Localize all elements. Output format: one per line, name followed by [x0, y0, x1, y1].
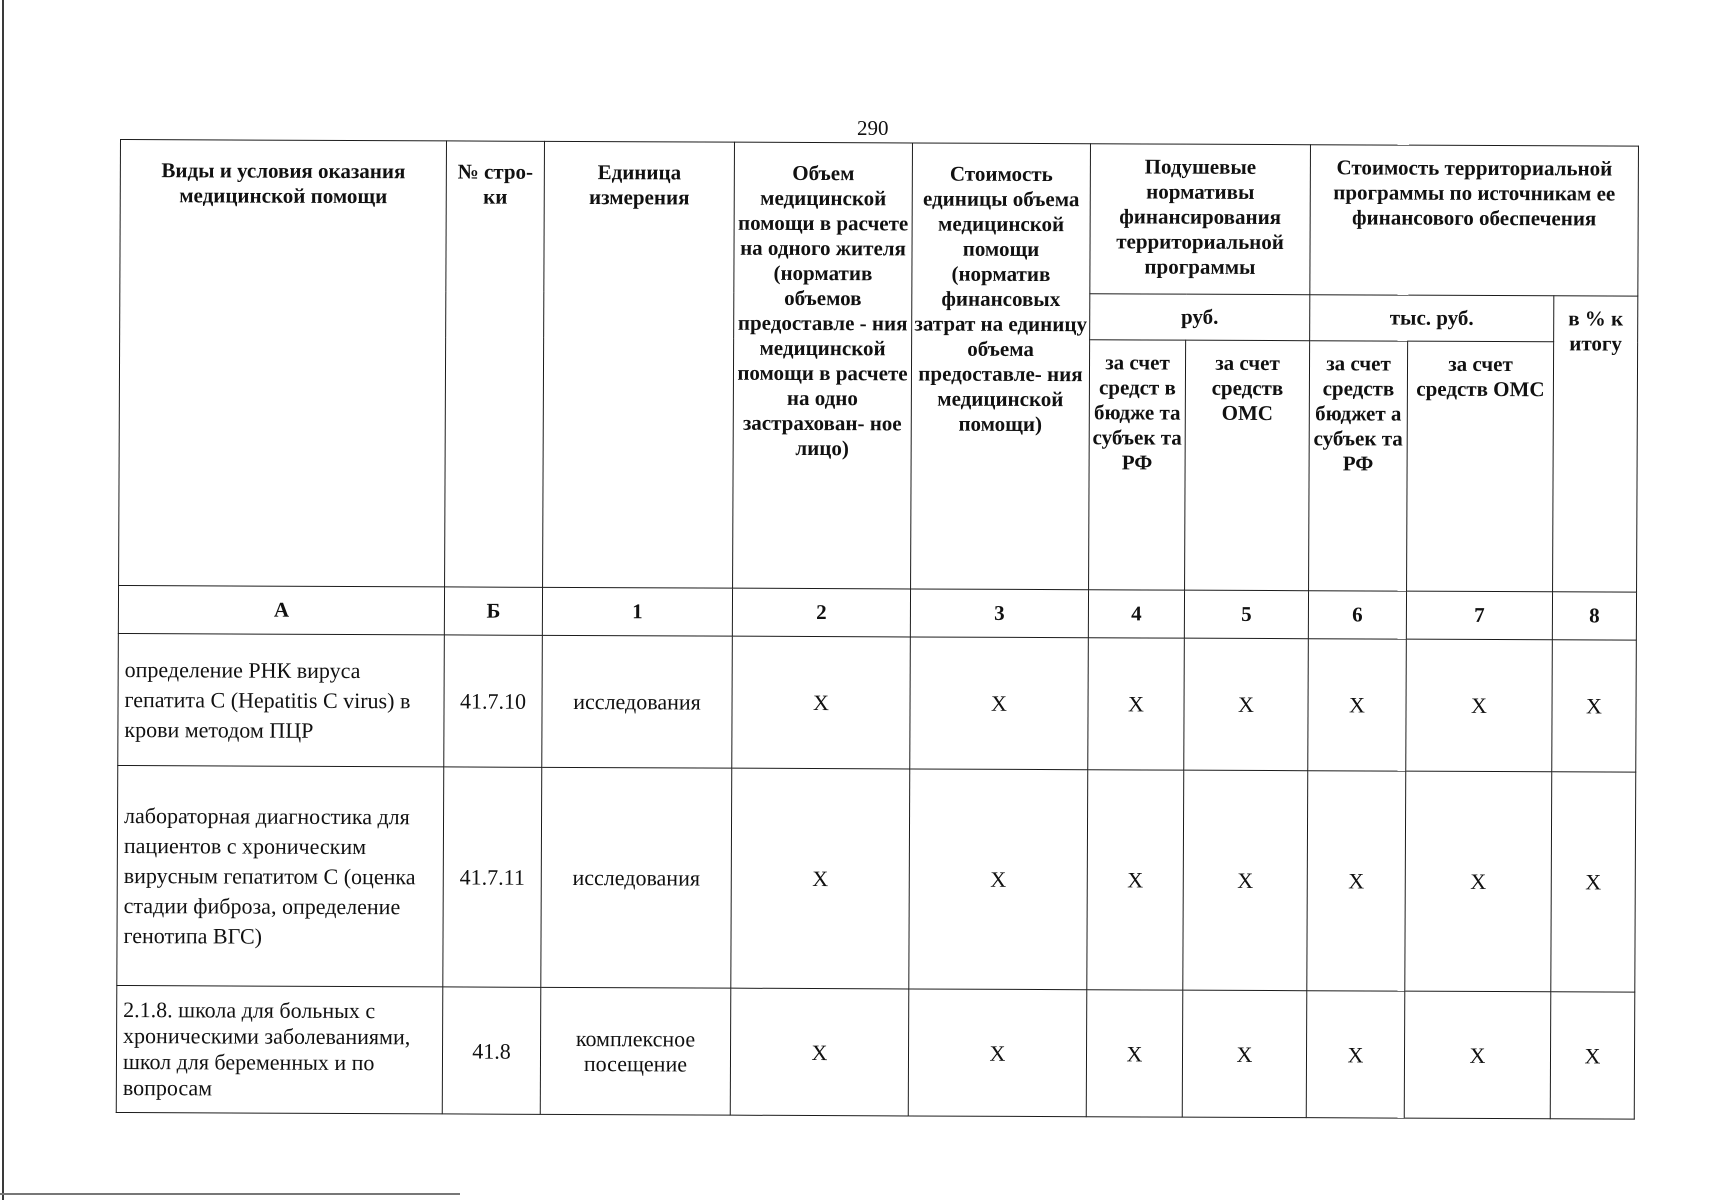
index-cell: 1	[542, 587, 732, 636]
row-value: Х	[1307, 771, 1406, 991]
row-value: Х	[1086, 990, 1183, 1117]
row-value: Х	[1182, 990, 1307, 1118]
row-value: Х	[1308, 639, 1407, 771]
row-line-number: 41.8	[442, 987, 541, 1114]
row-value: Х	[1088, 638, 1185, 770]
index-cell: 7	[1406, 591, 1552, 640]
row-name: определение РНК вируса гепатита С (Hepatitis C virus) в крови методом ПЦР	[118, 633, 445, 766]
row-value: Х	[908, 989, 1087, 1117]
table-row	[117, 765, 1636, 992]
index-cell: 4	[1088, 590, 1184, 638]
table-row	[116, 985, 1635, 1119]
row-value: Х	[730, 988, 909, 1116]
row-value: Х	[732, 636, 911, 769]
row-value: Х	[731, 768, 910, 989]
header-per-capita-budget: за счет средст в бюдже та субъек та РФ	[1089, 340, 1186, 590]
index-cell: 5	[1184, 590, 1308, 639]
row-value: Х	[1183, 770, 1308, 991]
row-value: Х	[1184, 638, 1309, 771]
row-value: Х	[1405, 771, 1552, 992]
header-percent-of-total: в % к итогу	[1553, 296, 1638, 592]
header-per-capita-oms: за счет средств ОМС	[1185, 340, 1310, 591]
header-kinds-conditions: Виды и условия оказания медицинской помощи	[119, 140, 447, 587]
scan-left-border	[2, 0, 4, 1200]
financing-table	[116, 139, 1639, 1120]
row-value: Х	[909, 769, 1088, 990]
row-value: Х	[1550, 992, 1635, 1119]
scan-bottom-artifact	[0, 1193, 460, 1195]
header-program-cost: Стоимость территориальной программы по источникам ее финансового обеспечения	[1310, 145, 1639, 296]
row-value: Х	[1404, 991, 1551, 1119]
header-per-capita-norms: Подушевые нормативы финансирования территориальной программы	[1090, 144, 1311, 295]
page-number: 290	[857, 116, 889, 140]
header-line-number: № стро- ки	[445, 141, 545, 587]
row-name: 2.1.8. школа для больных с хроническими заболеваниями, школ для беременных и по вопросам	[116, 985, 443, 1113]
index-cell: 2	[732, 588, 910, 637]
index-cell: Б	[444, 587, 542, 635]
row-value: Х	[1551, 772, 1636, 992]
row-line-number: 41.7.11	[443, 767, 542, 987]
row-unit: комплексное посещение	[540, 987, 731, 1115]
header-cost-budget: за счет средств бюджет а субъек та РФ	[1309, 341, 1408, 591]
index-cell: 3	[910, 589, 1088, 638]
header-unit-cost: Стоимость единицы объема медицинской помощи (норматив финансовых затрат на единицу объема предоставле- ния медицинской помощи)	[911, 143, 1091, 590]
row-value: Х	[1406, 639, 1553, 772]
row-value: Х	[1306, 991, 1405, 1118]
header-unit-thousand-rub: тыс. руб.	[1310, 295, 1554, 342]
row-value: Х	[1552, 640, 1637, 772]
index-cell: 6	[1308, 591, 1406, 639]
index-cell: 8	[1552, 592, 1636, 640]
header-unit: Единица измерения	[543, 141, 735, 588]
row-value: Х	[910, 637, 1089, 770]
header-unit-rub: руб.	[1090, 294, 1310, 341]
table-row	[118, 633, 1637, 772]
row-unit: исследования	[542, 635, 733, 768]
header-volume-per-resident: Объем медицинской помощи в расчете на одного жителя (норматив объемов предоставле - ния медицинской помощи в расчете на одно застрахован- ное лицо)	[733, 142, 913, 589]
header-cost-oms: за счет средств ОМС	[1407, 341, 1554, 592]
row-name: лабораторная диагностика для пациентов с хроническим вирусным гепатитом С (оценка стадии фиброза, определение генотипа ВГС)	[117, 765, 444, 986]
index-cell: А	[118, 585, 444, 634]
row-line-number: 41.7.10	[444, 635, 543, 767]
row-value: Х	[1087, 770, 1184, 990]
row-unit: исследования	[541, 767, 732, 988]
